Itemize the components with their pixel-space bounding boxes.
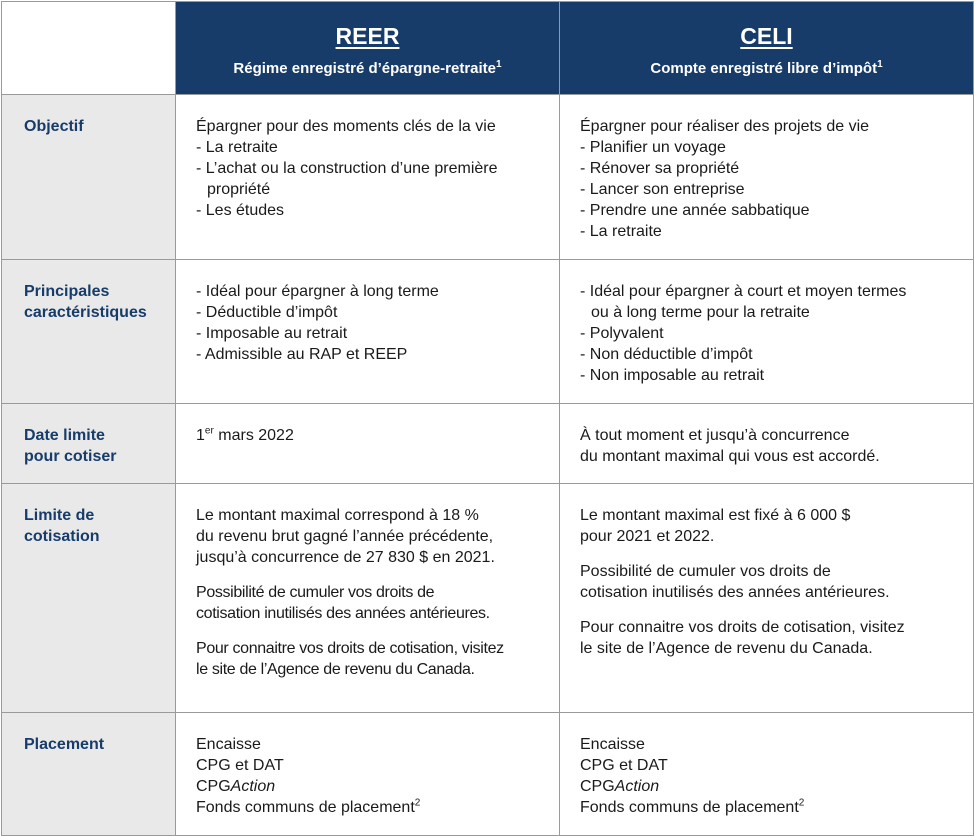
reer-caracteristiques: - Idéal pour épargner à long terme - Déductible d’impôt - Imposable au retrait - Admissible au RAP et REEP	[176, 260, 560, 404]
footnote-ref: 2	[414, 797, 421, 809]
row-placement	[2, 713, 974, 836]
reer-objectif: Épargner pour des moments clés de la vie - La retraite - L’achat ou la construction d’une première propriété - Les études	[176, 95, 560, 260]
row-objectif	[2, 95, 974, 260]
row-label-limite-cotisation: Limite de cotisation	[2, 484, 176, 713]
reer-limite-cotisation: Le montant maximal correspond à 18 % du revenu brut gagné l’année précédente, jusqu’à concurrence de 27 830 $ en 2021. Possibilité de cumuler vos droits de cotisation inutilisés des années antérieures. Pour connaitre vos droits de cotisation, visitez le site de l’Agence de revenu du Canada.	[176, 484, 560, 713]
celi-header	[560, 2, 974, 95]
row-label-caracteristiques: Principales caractéristiques	[2, 260, 176, 404]
corner-cell	[2, 2, 176, 95]
comparison-table	[1, 1, 974, 836]
reer-header	[176, 2, 560, 95]
footnote-ref: 2	[798, 797, 805, 809]
celi-caracteristiques: - Idéal pour épargner à court et moyen termes ou à long terme pour la retraite - Polyvalent - Non déductible d’impôt - Non imposable au retrait	[560, 260, 974, 404]
row-limite-cotisation	[2, 484, 974, 713]
celi-subtitle: Compte enregistré libre d’impôt$^1$	[650, 59, 883, 77]
reer-title: REER	[335, 23, 400, 49]
row-caracteristiques	[2, 260, 974, 404]
row-date-limite	[2, 404, 974, 484]
celi-limite-cotisation: Le montant maximal est fixé à 6 000 $ pour 2021 et 2022. Possibilité de cumuler vos droits de cotisation inutilisés des années antérieures. Pour connaitre vos droits de cotisation, visitez le site de l’Agence de revenu du Canada.	[560, 484, 974, 713]
reer-subtitle: Régime enregistré d’épargne-retraite$^1$	[233, 59, 502, 77]
footnote-ref: 1	[877, 59, 883, 70]
reer-placement: Encaisse CPG et DAT CPGAction Fonds communs de placement$^2$	[176, 713, 560, 836]
reer-date-limite: 1er mars 2022	[176, 404, 560, 484]
celi-date-limite: À tout moment et jusqu’à concurrence du montant maximal qui vous est accordé.	[560, 404, 974, 484]
row-label-objectif: Objectif	[2, 95, 176, 260]
row-label-date-limite: Date limite pour cotiser	[2, 404, 176, 484]
footnote-ref: 1	[496, 59, 502, 70]
header-row	[2, 2, 974, 95]
celi-title: CELI	[740, 23, 793, 49]
celi-placement: Encaisse CPG et DAT CPGAction Fonds communs de placement$^2$	[560, 713, 974, 836]
celi-objectif: Épargner pour réaliser des projets de vie - Planifier un voyage - Rénover sa propriété - Lancer son entreprise - Prendre une année sabbatique - La retraite	[560, 95, 974, 260]
row-label-placement: Placement	[2, 713, 176, 836]
